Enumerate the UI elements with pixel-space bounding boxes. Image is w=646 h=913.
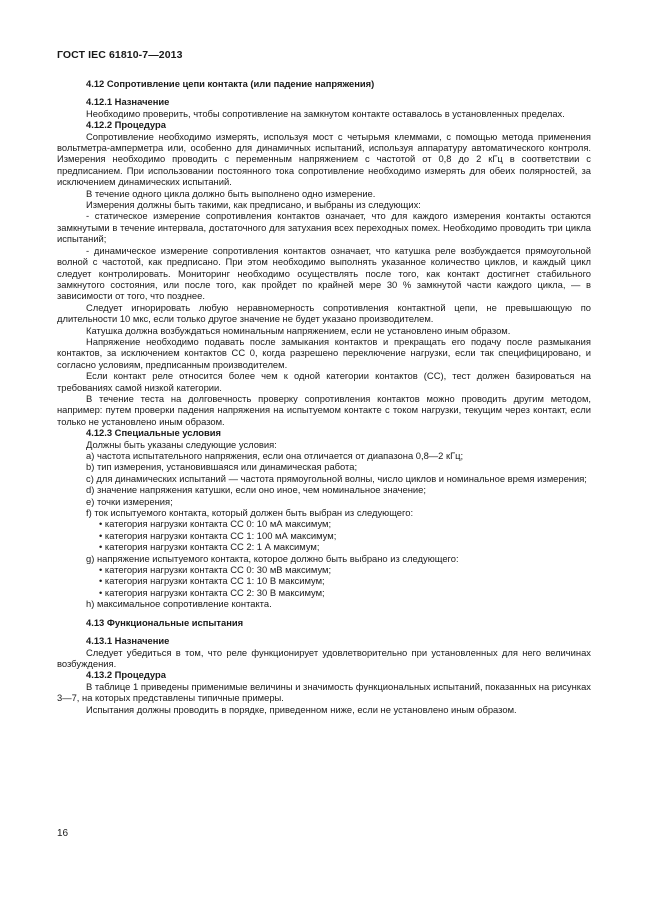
subsection-heading-4-13-2: 4.13.2 Процедура: [86, 669, 166, 681]
paragraph: - статическое измерение сопротивления контактов означает, что для каждого измерения контакты остаются замкнутыми в течение интервала, достаточного для затухания всех переходных помех. Необходимо проводить три цикла испытаний;: [57, 210, 591, 245]
paragraph: Если контакт реле относится более чем к одной категории контактов (СС), тест должен базироваться на требованиях самой низкой категории.: [57, 370, 591, 393]
paragraph: - динамическое измерение сопротивления контактов означает, что катушка реле возбуждается прямоугольной волной с частотой, как предписано. При этом необходимо выполнять указанное количество циклов, и каждый цикл следует контролировать. Мониторинг необходимо осуществлять после того, как контакт достигнет стабильного замкнутого состояния, или после того, как пройдет по крайней мере 30 % замкнутой части каждого цикла, — в зависимости от того, что позднее.: [57, 244, 591, 302]
subsection-heading-4-12-2: 4.12.2 Процедура: [86, 119, 166, 131]
paragraph: Катушка должна возбуждаться номинальным напряжением, если не установлено иным образом.: [86, 324, 511, 336]
paragraph: Напряжение необходимо подавать после замыкания контактов и прекращать его подачу после размыкания контактов, за исключением контактов СС 0, когда разрешено переключение нагрузки, если так специфицировано, и согласно условиям, предписанным производителем.: [57, 335, 591, 370]
paragraph: В таблице 1 приведены применимые величины и значимость функциональных испытаний, показанных на рисунках 3—7, на которых представлены типичные примеры.: [57, 680, 591, 704]
list-subitem: • категория нагрузки контакта СС 0: 10 мА максимум;: [99, 518, 332, 530]
paragraph: В течение одного цикла должно быть выполнено одно измерение.: [86, 187, 376, 199]
section-heading-4-13: 4.13 Функциональные испытания: [86, 616, 244, 628]
list-subitem: • категория нагрузки контакта СС 1: 10 В максимум;: [99, 575, 325, 587]
paragraph: Следует убедиться в том, что реле функционирует удовлетворительно при установленных для него величинах возбуждения.: [57, 646, 591, 669]
list-subitem: • категория нагрузки контакта СС 1: 100 мА максимум;: [99, 529, 337, 541]
paragraph: Измерения должны быть такими, как предписано, и выбраны из следующих:: [86, 199, 421, 211]
list-subitem: • категория нагрузки контакта СС 2: 1 А максимум;: [99, 541, 320, 553]
paragraph: Должны быть указаны следующие условия:: [86, 438, 277, 450]
list-item: c) для динамических испытаний — частота прямоугольной волны, число циклов и номинальное время измерения;: [86, 472, 587, 484]
list-item: f) ток испытуемого контакта, который должен быть выбран из следующего:: [86, 507, 414, 519]
page-number: 16: [57, 828, 69, 839]
list-subitem: • категория нагрузки контакта СС 2: 30 В максимум;: [99, 586, 325, 598]
list-item: b) тип измерения, установившаяся или динамическая работа;: [86, 461, 358, 473]
section-heading-4-12: 4.12 Сопротивление цепи контакта (или падение напряжения): [86, 78, 375, 89]
paragraph: Испытания должны проводить в порядке, приведенном ниже, если не установлено иным образом.: [86, 703, 517, 715]
paragraph: Необходимо проверить, чтобы сопротивление на замкнутом контакте оставалось в установленных пределах.: [86, 107, 565, 119]
paragraph: Сопротивление необходимо измерять, используя мост с четырьмя клеммами, с помощью метода применения вольтметра-амперметра или, особенно для динамичных испытаний, используя аппаратуру автоматического контроля. Измерения необходимо проводить с переменным напряжением с частотой от 0,8 до 2 кГц в соответствии с предписанием. При использовании постоянного тока сопротивление необходимо измерять для обеих полярностей, за исключением динамических испытаний.: [57, 130, 591, 188]
running-header: ГОСТ IEC 61810-7—2013: [57, 49, 183, 61]
subsection-heading-4-13-1: 4.13.1 Назначение: [86, 635, 170, 647]
list-item: g) напряжение испытуемого контакта, которое должно быть выбрано из следующего:: [86, 552, 459, 564]
paragraph: Следует игнорировать любую неравномерность сопротивления контактной цепи, не превышающую по длительности 10 мкс, если только другое значение не будет указано производителем.: [57, 301, 591, 325]
list-item: h) максимальное сопротивление контакта.: [86, 598, 272, 610]
list-item: e) точки измерения;: [86, 495, 173, 507]
list-item: d) значение напряжения катушки, если оно иное, чем номинальное значение;: [86, 484, 426, 496]
document-body: [57, 78, 591, 715]
list-item: a) частота испытательного напряжения, если она отличается от диапазона 0,8—2 кГц;: [86, 450, 464, 461]
subsection-heading-4-12-1: 4.12.1 Назначение: [86, 96, 170, 108]
paragraph: В течение теста на долговечность проверку сопротивления контактов можно проводить другим методом, например: путем проверки падения напряжения на испытуемом контакте с током нагрузки, текущим через контакт, если только не установлено иным образом.: [57, 392, 591, 427]
list-subitem: • категория нагрузки контакта СС 0: 30 мВ максимум;: [99, 564, 332, 576]
subsection-heading-4-12-3: 4.12.3 Специальные условия: [86, 427, 222, 439]
